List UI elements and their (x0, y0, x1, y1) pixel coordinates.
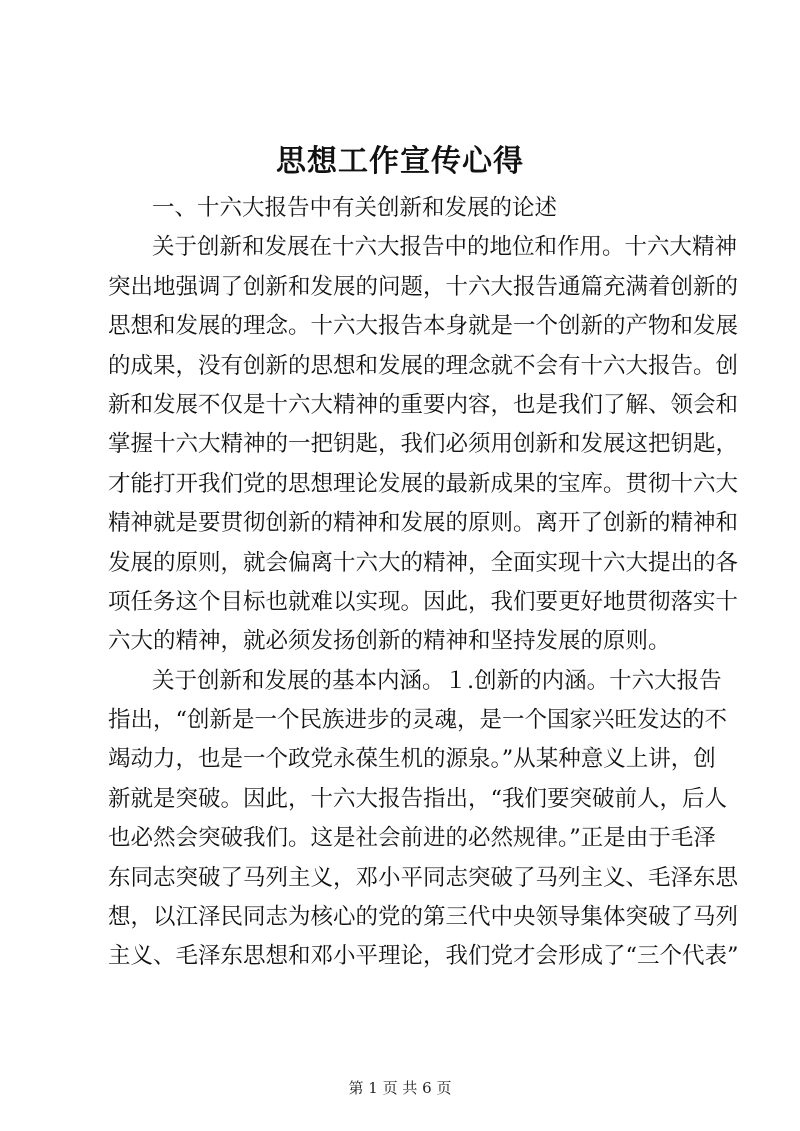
paragraph-line: 也必然会突破我们。这是社会前进的必然规律。”正是由于毛泽 (108, 825, 716, 852)
paragraph-line: 突出地强调了创新和发展的问题，十六大报告通篇充满着创新的 (108, 273, 739, 300)
paragraph-line: 东同志突破了马列主义，邓小平同志突破了马列主义、毛泽东思 (108, 864, 739, 891)
paragraph-1 (108, 228, 739, 661)
document-body (108, 189, 739, 977)
paragraph-line: 思想和发展的理念。十六大报告本身就是一个创新的产物和发展 (108, 313, 739, 340)
paragraph-line: 想，以江泽民同志为核心的党的第三代中央领导集体突破了马列 (108, 904, 739, 931)
paragraph-line: 新就是突破。因此，十六大报告指出，“我们要突破前人，后人 (108, 785, 728, 812)
paragraph-line: 掌握十六大精神的一把钥匙，我们必须用创新和发展这把钥匙， (108, 431, 739, 458)
paragraph-line: 的成果，没有创新的思想和发展的理念就不会有十六大报告。创 (108, 352, 739, 379)
paragraph-line: 项任务这个目标也就难以实现。因此，我们要更好地贯彻落实十 (108, 588, 739, 615)
page-footer (0, 1078, 800, 1098)
paragraph-line: 发展的原则，就会偏离十六大的精神，全面实现十六大提出的各 (108, 549, 739, 576)
paragraph-line: 关于创新和发展的基本内涵。１.创新的内涵。十六大报告 (152, 667, 722, 694)
paragraph-line: 关于创新和发展在十六大报告中的地位和作用。十六大精神 (152, 234, 738, 261)
paragraph-line: 指出，“创新是一个民族进步的灵魂，是一个国家兴旺发达的不 (108, 707, 728, 734)
paragraph-line: 精神就是要贯彻创新的精神和发展的原则。离开了创新的精神和 (108, 510, 739, 537)
paragraph-line: 六大的精神，就必须发扬创新的精神和坚持发展的原则。 (108, 628, 671, 655)
page-number: 第 1 页 共 6 页 (348, 1079, 452, 1097)
paragraph-line: 才能打开我们党的思想理论发展的最新成果的宝库。贯彻十六大 (108, 470, 739, 497)
paragraph-2 (108, 662, 739, 977)
section-heading: 一、十六大报告中有关创新和发展的论述 (152, 195, 558, 221)
paragraph-line: 主义、毛泽东思想和邓小平理论，我们党才会形成了“三个代表” (108, 943, 739, 970)
paragraph-line: 竭动力，也是一个政党永葆生机的源泉。”从某种意义上讲，创 (108, 746, 716, 773)
paragraph-line: 新和发展不仅是十六大精神的重要内容，也是我们了解、领会和 (108, 391, 739, 418)
document-title: 思想工作宣传心得 (276, 144, 524, 179)
